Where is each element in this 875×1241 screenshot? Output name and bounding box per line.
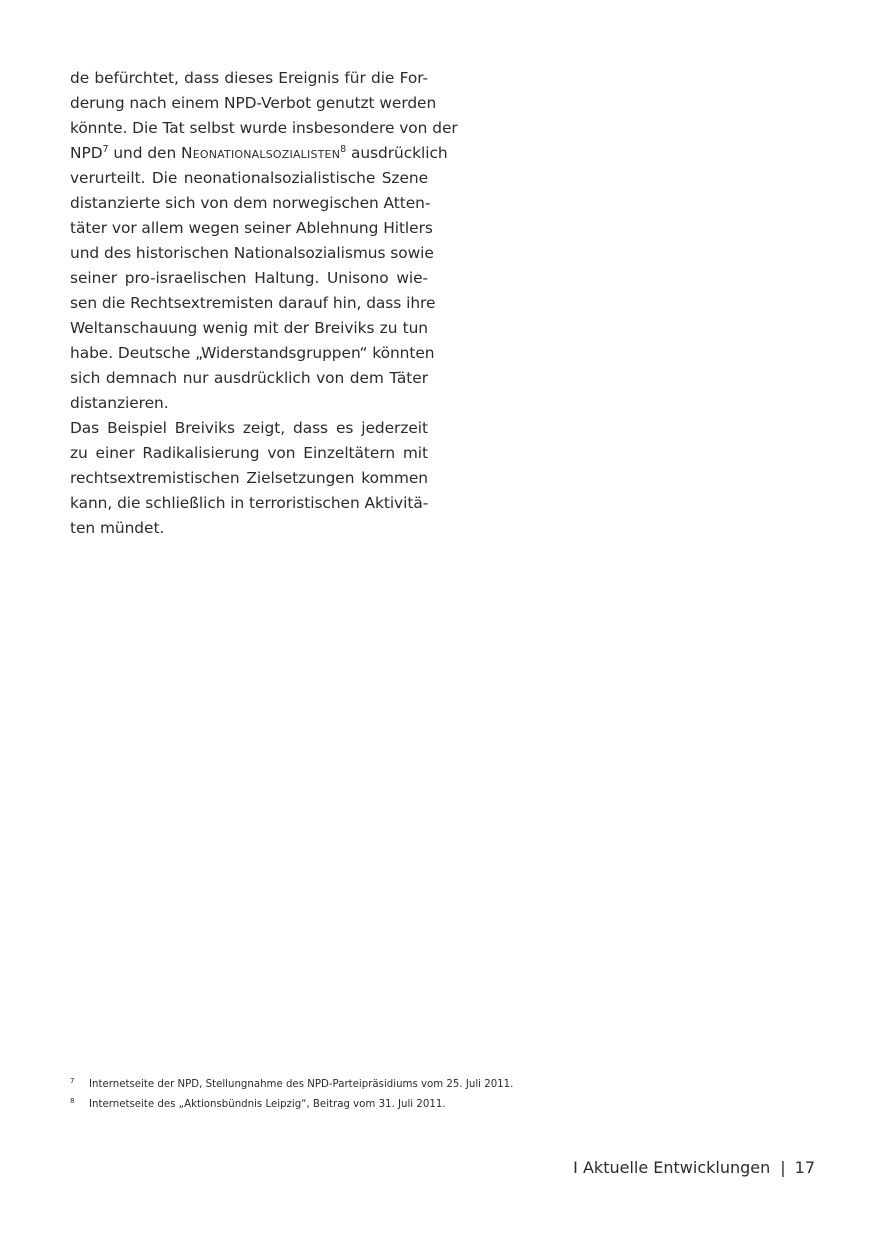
text-line: Weltanschauung wenig mit der Breiviks zu tun xyxy=(70,319,428,337)
text-line: könnte. Die Tat selbst wurde insbesondere von der xyxy=(70,119,458,137)
footnote-number: 7 xyxy=(70,1077,75,1085)
paragraph-1 xyxy=(70,66,458,416)
footnote-7 xyxy=(70,1075,670,1095)
footer-separator: | xyxy=(780,1158,786,1177)
footnote-text: Internetseite der NPD, Stellungnahme des NPD-Parteipräsidiums vom 25. Juli 2011. xyxy=(89,1079,514,1090)
text-line: distanzierte sich von dem norwegischen Atten- xyxy=(70,194,431,212)
text-line: derung nach einem NPD-Verbot genutzt werden xyxy=(70,94,437,112)
text-line: täter vor allem wegen seiner Ablehnung Hitlers xyxy=(70,219,433,237)
footnote-number: 8 xyxy=(70,1097,75,1105)
text-line: und des historischen Nationalsozialismus sowie xyxy=(70,244,434,262)
footnotes xyxy=(70,1075,670,1115)
text-line: zu einer Radikalisierung von Einzeltätern mit xyxy=(70,444,428,462)
footnote-8 xyxy=(70,1095,670,1115)
text-line: distanzieren. xyxy=(70,394,169,412)
text-line: kann, die schließlich in terroristischen Aktivitä- xyxy=(70,494,429,512)
text-line: verurteilt. Die neonationalsozialistische Szene xyxy=(70,169,428,187)
text-line: de befürchtet, dass dieses Ereignis für die For- xyxy=(70,69,428,87)
text-line: seiner pro-israelischen Haltung. Unisono wie- xyxy=(70,269,428,287)
inline-text: ausdrücklich xyxy=(346,144,448,162)
text-line: Das Beispiel Breiviks zeigt, dass es jederzeit xyxy=(70,419,428,437)
paragraph-2 xyxy=(70,416,428,541)
text-line: habe. Deutsche „Widerstandsgruppen“ könnten xyxy=(70,344,435,362)
inline-text: und den xyxy=(108,144,181,162)
smallcaps-term: Neonationalsozialisten xyxy=(181,144,341,162)
main-text-column xyxy=(70,66,458,541)
section-title: I Aktuelle Entwicklungen xyxy=(573,1158,771,1177)
text-line: ten mündet. xyxy=(70,519,165,537)
footnote-text: Internetseite des „Aktionsbündnis Leipzig“, Beitrag vom 31. Juli 2011. xyxy=(89,1099,446,1110)
footnote-ref-8: 8 xyxy=(340,144,347,155)
page-footer xyxy=(573,1158,815,1177)
text-line-with-footnote-refs xyxy=(70,141,448,166)
footnote-ref-7: 7 xyxy=(102,144,109,155)
text-line: sen die Rechtsextremisten darauf hin, dass ihre xyxy=(70,294,436,312)
text-line: sich demnach nur ausdrücklich von dem Täter xyxy=(70,369,428,387)
page-number: 17 xyxy=(794,1158,815,1177)
text-line: rechtsextremistischen Zielsetzungen kommen xyxy=(70,469,428,487)
npd-text: NPD xyxy=(70,144,103,162)
